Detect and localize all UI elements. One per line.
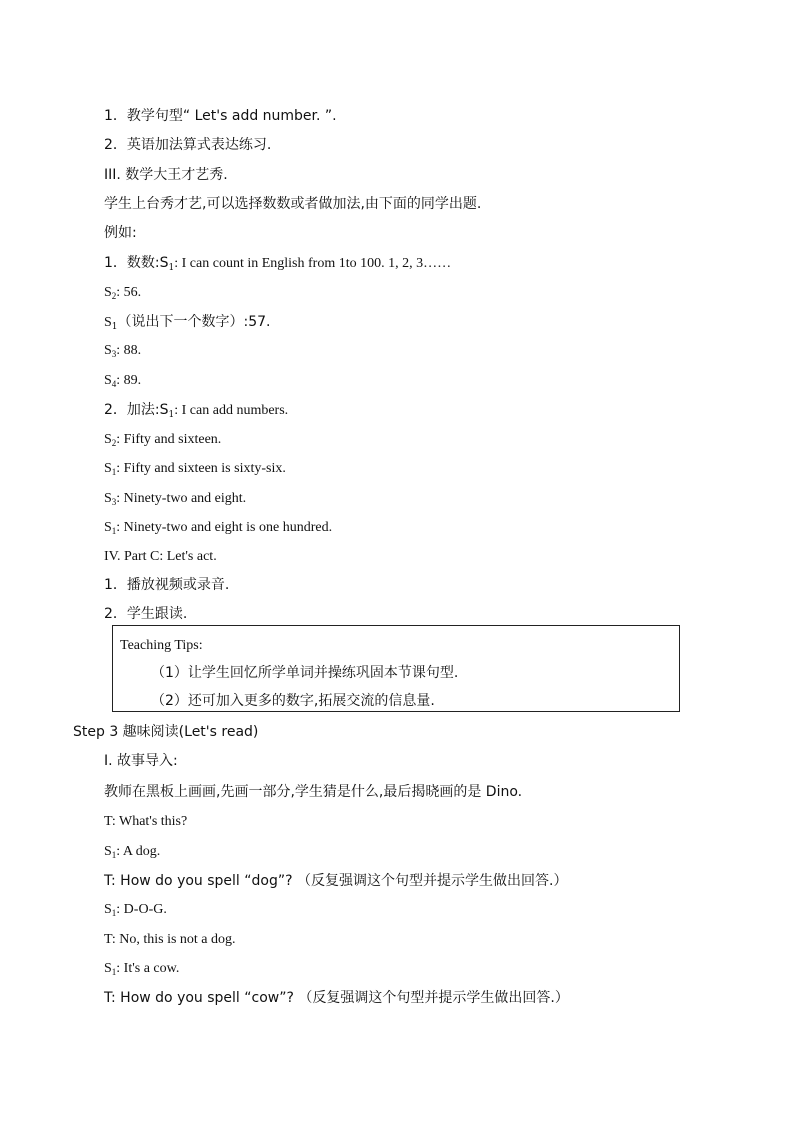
line-s1-57: $S_1$（说出下一个数字）:57. <box>104 314 271 332</box>
tips-item-2: （2）还可加入更多的数字,拓展交流的信息量. <box>151 693 435 709</box>
heading-story-intro: I. 故事导入: <box>104 753 178 769</box>
heading-part-c: IV. Part C: Let's act. <box>104 549 217 564</box>
heading-math-king-show: III. 数学大王才艺秀. <box>104 167 228 183</box>
line-s2-fifty-sixteen: $S_2$: Fifty and sixteen. <box>104 432 222 448</box>
line-addition-practice: 2．英语加法算式表达练习. <box>104 137 272 153</box>
line-t-spell-dog: T: How do you spell “dog”? （反复强调这个句型并提示学生做出回答.） <box>104 873 568 889</box>
line-play-video: 1．播放视频或录音. <box>104 577 230 593</box>
teaching-tips-box <box>112 625 680 712</box>
line-t-spell-cow: T: How do you spell “cow”? （反复强调这个句型并提示学生做出回答.） <box>104 990 569 1006</box>
line-s2-56: $S_2$: 56. <box>104 285 142 301</box>
line-counting-s1: 1．数数$:S_1$: I can count in English from 1to 100. 1, 2, 3…… <box>104 255 452 273</box>
line-s1-one-hundred: $S_1$: Ninety-two and eight is one hundred. <box>104 520 333 536</box>
line-addition-s1: 2．加法$:S_1$: I can add numbers. <box>104 402 289 420</box>
line-s1-cow: $S_1$: It's a cow. <box>104 961 180 977</box>
line-s1-sixty-six: $S_1$: Fifty and sixteen is sixty-six. <box>104 461 286 477</box>
tips-title: Teaching Tips: <box>120 638 203 653</box>
line-teacher-draws: 教师在黑板上画画,先画一部分,学生猜是什么,最后揭晓画的是 Dino. <box>104 784 523 800</box>
line-teach-sentence: 1．教学句型“ Let's add number. ”. <box>104 108 337 124</box>
line-s1-d-o-g: $S_1$: D-O-G. <box>104 902 167 918</box>
heading-step3: Step 3 趣味阅读(Let's read) <box>73 724 259 740</box>
line-students-follow: 2．学生跟读. <box>104 606 188 622</box>
line-s1-a-dog: $S_1$: A dog. <box>104 844 161 860</box>
line-s3-ninety-two: $S_3$: Ninety-two and eight. <box>104 491 247 507</box>
line-s4-89: $S_4$: 89. <box>104 373 142 389</box>
line-s3-88: $S_3$: 88. <box>104 343 142 359</box>
line-t-whats-this: T: What's this? <box>104 814 188 829</box>
line-example-label: 例如: <box>104 225 137 241</box>
line-student-show: 学生上台秀才艺,可以选择数数或者做加法,由下面的同学出题. <box>104 196 482 212</box>
tips-item-1: （1）让学生回忆所学单词并操练巩固本节课句型. <box>151 665 459 681</box>
line-t-not-a-dog: T: No, this is not a dog. <box>104 932 236 947</box>
